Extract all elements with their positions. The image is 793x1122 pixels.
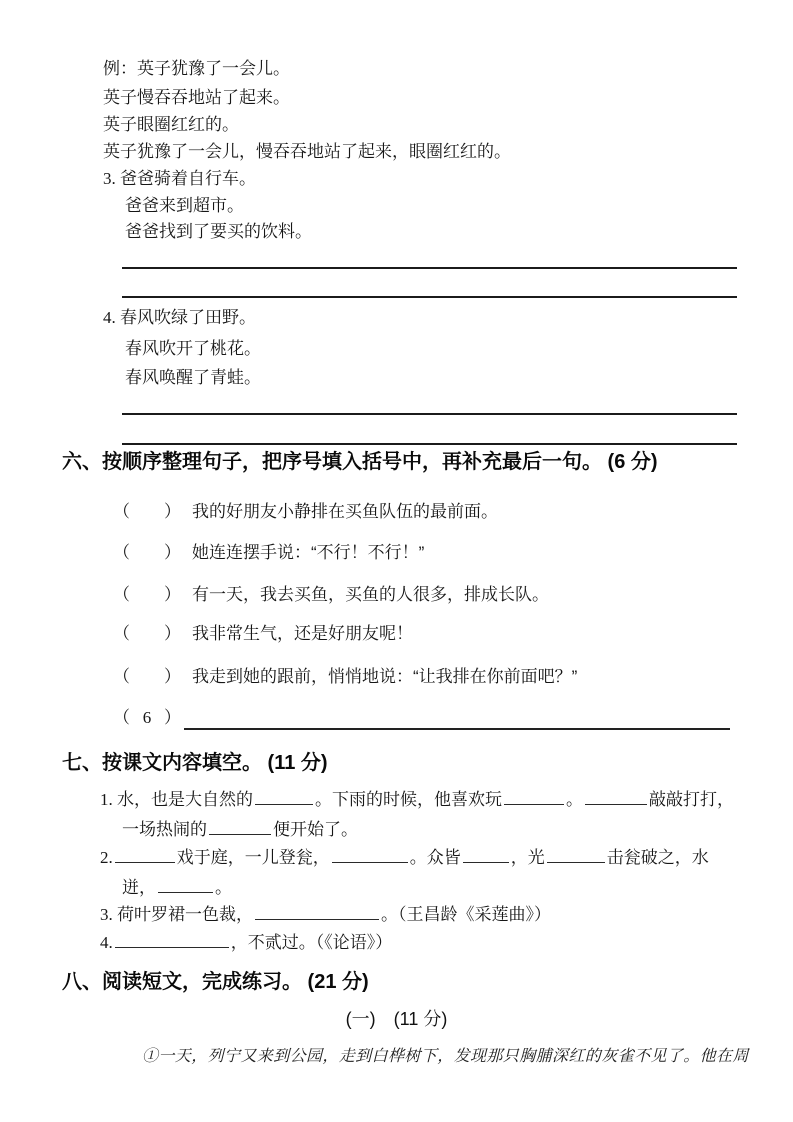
section-8-heading: 八、阅读短文，完成练习。 (21 分) [62,971,369,993]
bracket-open: （ [113,585,130,604]
question-4-sentence: 4. 春风吹绿了田野。 [103,308,256,327]
ordering-item-text: 我的好朋友小静排在买鱼队伍的最前面。 [192,502,498,521]
section-7-heading: 七、按课文内容填空。 (11 分) [62,752,328,774]
question-text: 敲敲打打， [649,790,734,809]
fill-blank [209,818,271,835]
ordering-item-text: 她连连摆手说：“不行！不行！” [192,543,425,562]
ordering-item-text: 我非常生气，还是好朋友呢！ [192,624,413,643]
writing-line [122,296,737,298]
bracket-open: （ [113,624,130,643]
question-text: 2. [100,848,113,867]
fill-blank [255,788,313,805]
bracket-open: （ [113,667,130,686]
question-text: 。众皆 [409,848,461,867]
section-6-heading: 六、按顺序整理句子，把序号填入括号中，再补充最后一句。 (6 分) [62,451,658,473]
fill-blank [504,788,564,805]
question-text: 3. 荷叶罗裙一色裁， [100,905,253,924]
bracket-close: ） [164,502,181,521]
writing-line [122,413,737,415]
question-text: 1. 水，也是大自然的 [100,790,253,809]
question-text: 迸， [122,878,156,897]
question-4-sentence: 春风唤醒了青蛙。 [125,368,261,387]
bracket-close: ） [164,708,181,727]
reading-part-label: (一) (11 分) [345,1009,448,1029]
question-3-sentence: 爸爸来到超市。 [125,196,244,215]
bracket-open: （ [113,708,130,727]
fill-blank [255,903,379,920]
ordering-item [113,583,549,607]
question-text: 。 [566,790,583,809]
fill-blank [115,846,175,863]
example-sentence: 英子慢吞吞地站了起来。 [103,88,290,107]
question-text: 。（王昌龄《采莲曲》） [381,905,551,924]
fill-blank [332,846,408,863]
fill-blank [463,846,509,863]
question-3-sentence: 3. 爸爸骑着自行车。 [103,169,256,188]
fill-in-question-2 [100,846,709,870]
bracket-close: ） [164,667,181,686]
example-sentence: 例：英子犹豫了一会儿。 [103,59,290,78]
fill-in-question-1 [100,788,734,812]
ordering-item [113,665,577,689]
fill-blank [547,846,605,863]
fill-blank [115,931,229,948]
bracket-open: （ [113,543,130,562]
question-text: ，光 [510,848,545,867]
fill-in-question-4 [100,931,392,955]
question-text: 击瓮破之，水 [606,848,709,867]
answer-number: 6 [142,708,152,727]
ordering-item-text: 有一天，我去买鱼，买鱼的人很多，排成长队。 [192,585,549,604]
writing-line [122,267,737,269]
reading-passage-line: ①一天，列宁又来到公园，走到白桦树下，发现那只胸脯深红的灰雀不见了。他在周 [142,1048,749,1065]
bracket-close: ） [164,624,181,643]
writing-line [122,443,737,445]
fill-in-question-2-cont [122,876,232,900]
question-text: 4. [100,933,113,952]
ordering-item [113,622,413,646]
fill-in-question-1-cont [122,818,358,842]
example-combined-sentence: 英子犹豫了一会儿，慢吞吞地站了起来，眼圈红红的。 [103,142,511,161]
fill-blank [158,876,213,893]
question-text: 便开始了。 [273,820,358,839]
ordering-item [113,500,498,524]
ordering-item-text: 我走到她的跟前，悄悄地说：“让我排在你前面吧？” [192,667,578,686]
ordering-answer-row [113,706,181,730]
bracket-open: （ [113,502,130,521]
fill-in-question-3 [100,903,551,927]
example-sentence: 英子眼圈红红的。 [103,115,239,134]
bracket-close: ） [164,543,181,562]
bracket-close: ） [164,585,181,604]
question-text: 戏于庭，一儿登瓮， [176,848,330,867]
question-3-sentence: 爸爸找到了要买的饮料。 [125,222,312,241]
question-text: 一场热闹的 [122,820,207,839]
ordering-item [113,541,424,565]
question-text: ，不贰过。（《论语》） [230,933,393,952]
fill-blank [585,788,647,805]
question-text: 。下雨的时候，他喜欢玩 [315,790,502,809]
question-text: 。 [215,878,232,897]
question-4-sentence: 春风吹开了桃花。 [125,339,261,358]
answer-line [184,728,730,730]
